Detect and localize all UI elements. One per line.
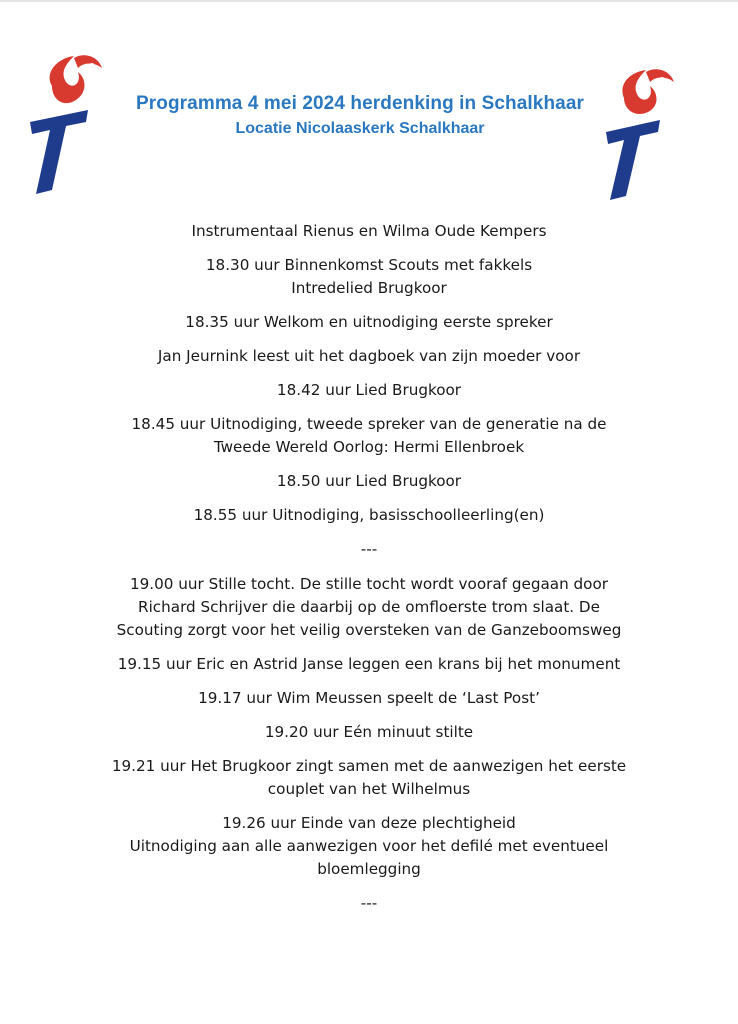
program-line: 19.21 uur Het Brugkoor zingt samen met de aanwezigen het eerste [111,757,627,775]
program-item [40,470,698,493]
program-line: 19.26 uur Einde van deze plechtigheid [222,814,516,832]
program-item [40,220,698,243]
torch-flame-logo [600,66,682,206]
program-item [40,653,698,676]
program-item [40,504,698,527]
program-item [40,755,698,801]
program-line: Instrumentaal Rienus en Wilma Oude Kempers [191,222,547,240]
program-item [40,573,698,642]
torch-flame-logo [22,50,114,200]
document-header [110,92,610,140]
page-subtitle: Locatie Nicolaaskerk Schalkhaar [235,120,485,137]
program-line: 19.17 uur Wim Meussen speelt de ‘Last Post’ [198,689,540,707]
program-line: Jan Jeurnink leest uit het dagboek van zijn moeder voor [157,347,581,365]
program-line: --- [360,540,378,558]
program-line: 18.50 uur Lied Brugkoor [276,472,462,490]
program-item [40,379,698,402]
program-item [40,812,698,881]
program-item [40,345,698,368]
program-list [40,209,698,915]
program-line: Intredelied Brugkoor [291,279,447,297]
program-line: 18.35 uur Welkom en uitnodiging eerste spreker [185,313,553,331]
page-title: Programma 4 mei 2024 herdenking in Schalkhaar [135,93,585,114]
program-line: bloemlegging [317,860,421,878]
top-divider [0,0,738,2]
program-item [40,721,698,744]
program-line: Richard Schrijver die daarbij op de omfloerste trom slaat. De [138,598,600,616]
program-line: 19.20 uur Eén minuut stilte [264,723,474,741]
program-item [40,311,698,334]
program-item [40,538,698,561]
program-line: Scouting zorgt voor het veilig oversteken van de Ganzeboomsweg [116,621,622,639]
program-line: Tweede Wereld Oorlog: Hermi Ellenbroek [213,438,525,456]
program-item [40,687,698,710]
program-line: couplet van het Wilhelmus [267,780,471,798]
program-line: 18.42 uur Lied Brugkoor [276,381,462,399]
program-line: 19.15 uur Eric en Astrid Janse leggen een krans bij het monument [117,655,621,673]
program-line: Uitnodiging aan alle aanwezigen voor het defilé met eventueel [129,837,609,855]
program-line: --- [360,894,378,912]
program-line: 19.00 uur Stille tocht. De stille tocht wordt vooraf gegaan door [129,575,609,593]
program-item [40,892,698,915]
program-item [40,413,698,459]
program-line: 18.30 uur Binnenkomst Scouts met fakkels [205,256,533,274]
program-line: 18.55 uur Uitnodiging, basisschoolleerling(en) [193,506,545,524]
program-line: 18.45 uur Uitnodiging, tweede spreker van de generatie na de [131,415,607,433]
program-item [40,254,698,300]
